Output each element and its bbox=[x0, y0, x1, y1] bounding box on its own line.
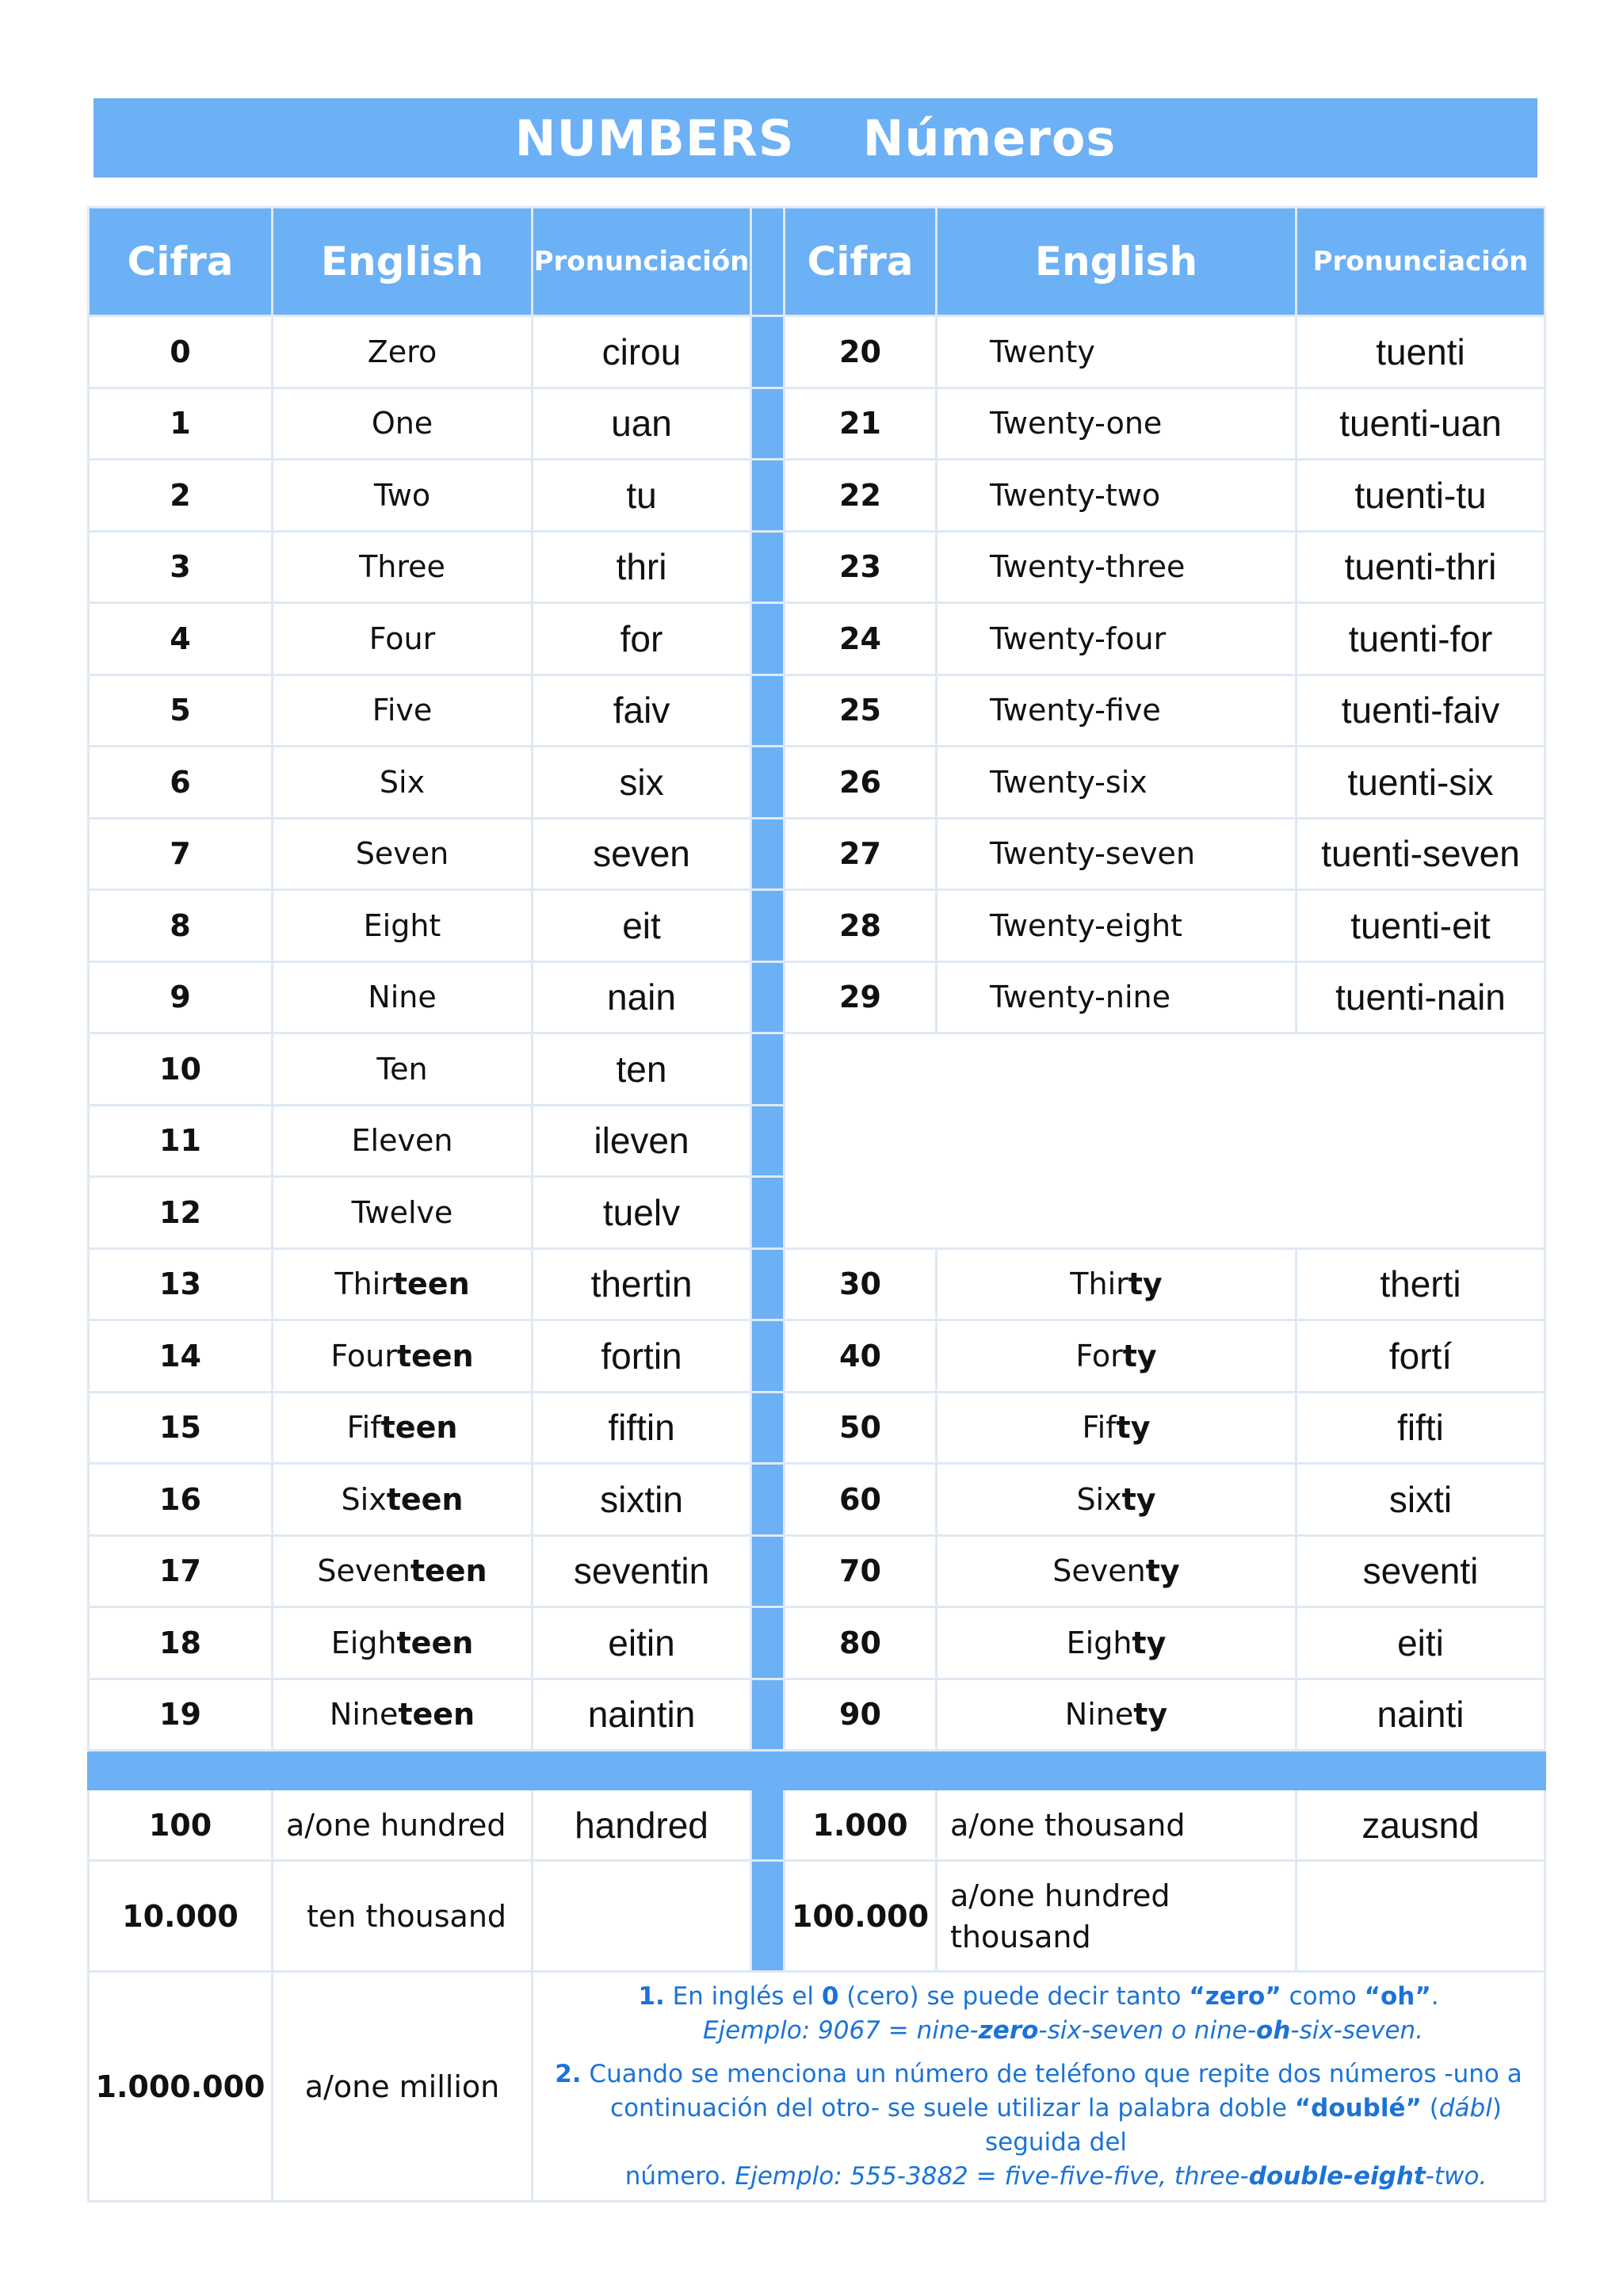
table-row bbox=[89, 1320, 1545, 1392]
pronunciation-cell: tuenti-tu bbox=[1296, 460, 1545, 532]
cifra-cell: 8 bbox=[89, 890, 273, 962]
column-gap bbox=[751, 1033, 785, 1106]
pronunciation-cell: fortin bbox=[533, 1320, 751, 1392]
english-cell bbox=[273, 961, 533, 1033]
english-cell bbox=[273, 460, 533, 532]
column-gap bbox=[751, 1790, 785, 1861]
pronunciation-cell: ileven bbox=[533, 1105, 751, 1177]
pronunciation-cell: uan bbox=[533, 388, 751, 460]
header-pronunciacion: Pronunciación bbox=[533, 208, 751, 316]
table-row bbox=[89, 1464, 1545, 1536]
english-word: Twenty-eight bbox=[990, 907, 1182, 943]
english-word: Twenty-nine bbox=[990, 980, 1170, 1015]
english-word: Nine bbox=[1064, 1697, 1134, 1733]
cifra-cell: 3 bbox=[89, 531, 273, 603]
table-row bbox=[89, 1861, 1545, 1972]
pronunciation-cell: tuenti-eit bbox=[1296, 890, 1545, 962]
pronunciation-cell: seven bbox=[533, 818, 751, 890]
table-row bbox=[89, 460, 1545, 532]
header-cifra: Cifra bbox=[785, 208, 937, 316]
column-gap bbox=[751, 531, 785, 603]
pronunciation-cell: six bbox=[533, 747, 751, 819]
title-spanish: Números bbox=[862, 109, 1117, 167]
english-cell: ten thousand bbox=[273, 1861, 533, 1972]
column-gap bbox=[751, 674, 785, 747]
note-text: -six-seven o nine- bbox=[1038, 2015, 1257, 2045]
column-gap bbox=[751, 961, 785, 1033]
column-gap bbox=[751, 388, 785, 460]
title-english: NUMBERS bbox=[514, 109, 795, 167]
english-suffix: teen bbox=[410, 1553, 487, 1589]
pronunciation-cell: handred bbox=[533, 1790, 751, 1861]
column-gap bbox=[751, 1177, 785, 1249]
english-suffix: ty bbox=[1132, 1625, 1167, 1660]
english-suffix: teen bbox=[398, 1697, 475, 1733]
english-word: Twenty bbox=[990, 334, 1095, 369]
pronunciation-cell: sixti bbox=[1296, 1464, 1545, 1536]
note-text: número. bbox=[624, 2161, 735, 2191]
note-spacer bbox=[533, 2048, 1544, 2057]
english-word: Twenty-three bbox=[990, 549, 1186, 585]
pronunciation-cell: tuenti-faiv bbox=[1296, 674, 1545, 747]
table-row bbox=[89, 1972, 1545, 2202]
note-text: . bbox=[1430, 1981, 1439, 2011]
english-cell bbox=[937, 388, 1296, 460]
english-suffix: ty bbox=[1121, 1481, 1156, 1517]
english-suffix: teen bbox=[392, 1266, 470, 1302]
column-gap bbox=[751, 747, 785, 819]
note-line bbox=[533, 2092, 1544, 2160]
english-cell bbox=[273, 1679, 533, 1751]
english-word: Six bbox=[379, 764, 426, 800]
english-cell bbox=[937, 674, 1296, 747]
note-text: “oh” bbox=[1364, 1981, 1431, 2011]
english-cell bbox=[937, 890, 1296, 962]
english-cell bbox=[273, 316, 533, 388]
table-row bbox=[89, 1535, 1545, 1607]
note-text: -six-seven. bbox=[1290, 2015, 1424, 2045]
note-text: “doublé” bbox=[1294, 2093, 1422, 2122]
column-gap bbox=[751, 890, 785, 962]
cifra-cell: 60 bbox=[785, 1464, 937, 1536]
pronunciation-cell: therti bbox=[1296, 1248, 1545, 1320]
note-text: En inglés el bbox=[664, 1981, 822, 2011]
english-cell bbox=[937, 1320, 1296, 1392]
cifra-cell: 1 bbox=[89, 388, 273, 460]
english-word: Twenty-one bbox=[990, 406, 1163, 441]
english-word: Nine bbox=[368, 980, 437, 1015]
pronunciation-cell: thertin bbox=[533, 1248, 751, 1320]
cifra-cell: 0 bbox=[89, 316, 273, 388]
english-word: Twenty-four bbox=[990, 621, 1167, 656]
cifra-cell: 16 bbox=[89, 1464, 273, 1536]
english-word: Two bbox=[373, 477, 431, 513]
english-word: Twelve bbox=[351, 1194, 453, 1230]
header-cifra: Cifra bbox=[89, 208, 273, 316]
english-suffix: ty bbox=[1128, 1266, 1163, 1302]
english-cell bbox=[273, 1248, 533, 1320]
note-text: continuación del otro- se suele utilizar la palabra doble bbox=[610, 2093, 1295, 2122]
english-word: Eigh bbox=[330, 1625, 397, 1660]
pronunciation-cell: tuenti-uan bbox=[1296, 388, 1545, 460]
pronunciation-cell bbox=[1296, 1861, 1545, 1972]
table-row bbox=[89, 674, 1545, 747]
cifra-cell: 25 bbox=[785, 674, 937, 747]
note-text: Ejemplo: 555-3882 = five-five-five, three- bbox=[735, 2161, 1249, 2191]
english-word: Twenty-five bbox=[990, 693, 1161, 728]
pronunciation-cell: ten bbox=[533, 1033, 751, 1106]
english-word: Six bbox=[1076, 1481, 1122, 1517]
english-cell bbox=[937, 747, 1296, 819]
pronunciation-cell: eit bbox=[533, 890, 751, 962]
english-cell bbox=[937, 1861, 1296, 1972]
column-gap bbox=[751, 1392, 785, 1464]
pronunciation-cell: fifti bbox=[1296, 1392, 1545, 1464]
english-suffix: teen bbox=[386, 1481, 464, 1517]
note-line bbox=[533, 1980, 1544, 2014]
english-cell bbox=[273, 1464, 533, 1536]
column-gap bbox=[751, 1105, 785, 1177]
table-row bbox=[89, 531, 1545, 603]
english-cell bbox=[937, 316, 1296, 388]
column-gap bbox=[751, 1679, 785, 1751]
separator-bar bbox=[89, 1751, 1545, 1790]
english-word: One bbox=[371, 406, 433, 441]
pronunciation-cell: tuelv bbox=[533, 1177, 751, 1249]
note-text: oh bbox=[1256, 2015, 1291, 2045]
english-word: Five bbox=[372, 693, 433, 728]
cifra-cell: 1.000.000 bbox=[89, 1972, 273, 2202]
pronunciation-cell: tuenti-nain bbox=[1296, 961, 1545, 1033]
cifra-cell: 100.000 bbox=[785, 1861, 937, 1972]
cifra-cell: 4 bbox=[89, 603, 273, 675]
table-row bbox=[89, 1790, 1545, 1861]
cifra-cell: 29 bbox=[785, 961, 937, 1033]
table-row bbox=[89, 388, 1545, 460]
english-word: Six bbox=[341, 1481, 387, 1517]
english-cell bbox=[937, 1535, 1296, 1607]
english-cell: a/one thousand bbox=[937, 1790, 1296, 1861]
note-text: (cero) se puede decir tanto bbox=[838, 1981, 1190, 2011]
english-word: Four bbox=[369, 621, 436, 656]
english-cell bbox=[937, 1464, 1296, 1536]
english-cell: a/one million bbox=[273, 1972, 533, 2202]
english-word: Eigh bbox=[1066, 1625, 1132, 1660]
english-word: Seven bbox=[1052, 1553, 1146, 1589]
pronunciation-cell: tuenti-thri bbox=[1296, 531, 1545, 603]
pronunciation-cell: tu bbox=[533, 460, 751, 532]
cifra-cell: 18 bbox=[89, 1607, 273, 1679]
header-row bbox=[89, 208, 1545, 316]
cifra-cell: 24 bbox=[785, 603, 937, 675]
cifra-cell: 17 bbox=[89, 1535, 273, 1607]
cifra-cell: 20 bbox=[785, 316, 937, 388]
pronunciation-cell: eitin bbox=[533, 1607, 751, 1679]
english-word: Twenty-seven bbox=[990, 836, 1196, 872]
cifra-cell: 100 bbox=[89, 1790, 273, 1861]
column-gap bbox=[751, 818, 785, 890]
note-text: dábl bbox=[1438, 2093, 1492, 2122]
pronunciation-cell: faiv bbox=[533, 674, 751, 747]
english-word: Nine bbox=[329, 1697, 399, 1733]
cifra-cell: 30 bbox=[785, 1248, 937, 1320]
english-word: Three bbox=[359, 549, 445, 585]
english-word: Eight bbox=[363, 907, 441, 943]
cifra-cell: 11 bbox=[89, 1105, 273, 1177]
pronunciation-cell: thri bbox=[533, 531, 751, 603]
english-cell bbox=[273, 674, 533, 747]
empty-cell bbox=[785, 1033, 1545, 1249]
english-suffix: ty bbox=[1116, 1410, 1151, 1446]
cifra-cell: 10 bbox=[89, 1033, 273, 1106]
table-row bbox=[89, 316, 1545, 388]
english-cell bbox=[937, 603, 1296, 675]
cifra-cell: 9 bbox=[89, 961, 273, 1033]
header-english: English bbox=[937, 208, 1296, 316]
english-cell bbox=[273, 531, 533, 603]
pronunciation-cell: nainti bbox=[1296, 1679, 1545, 1751]
pronunciation-cell: cirou bbox=[533, 316, 751, 388]
header-english: English bbox=[273, 208, 533, 316]
note-text: -two. bbox=[1425, 2161, 1487, 2191]
table-row bbox=[89, 603, 1545, 675]
cifra-cell: 50 bbox=[785, 1392, 937, 1464]
column-gap bbox=[751, 1248, 785, 1320]
cifra-cell: 21 bbox=[785, 388, 937, 460]
english-cell bbox=[273, 1535, 533, 1607]
table-row bbox=[89, 890, 1545, 962]
table-row bbox=[89, 1607, 1545, 1679]
column-gap bbox=[751, 1861, 785, 1972]
pronunciation-cell: tuenti-six bbox=[1296, 747, 1545, 819]
cifra-cell: 15 bbox=[89, 1392, 273, 1464]
cifra-cell: 70 bbox=[785, 1535, 937, 1607]
cifra-cell: 5 bbox=[89, 674, 273, 747]
column-gap bbox=[751, 1607, 785, 1679]
cifra-cell: 13 bbox=[89, 1248, 273, 1320]
note-text: 1. bbox=[638, 1981, 665, 2011]
pronunciation-cell: tuenti-seven bbox=[1296, 818, 1545, 890]
cifra-cell: 27 bbox=[785, 818, 937, 890]
pronunciation-cell bbox=[533, 1861, 751, 1972]
english-cell bbox=[273, 1033, 533, 1106]
english-cell bbox=[273, 890, 533, 962]
notes-cell bbox=[533, 1972, 1545, 2202]
pronunciation-cell: naintin bbox=[533, 1679, 751, 1751]
cifra-cell: 28 bbox=[785, 890, 937, 962]
column-gap bbox=[751, 1320, 785, 1392]
column-gap bbox=[751, 460, 785, 532]
cifra-cell: 22 bbox=[785, 460, 937, 532]
english-cell bbox=[273, 1607, 533, 1679]
table-row bbox=[89, 1679, 1545, 1751]
pronunciation-cell: sixtin bbox=[533, 1464, 751, 1536]
english-cell bbox=[273, 1177, 533, 1249]
note-text: como bbox=[1281, 1981, 1365, 2011]
pronunciation-cell: eiti bbox=[1296, 1607, 1545, 1679]
column-gap bbox=[751, 1535, 785, 1607]
english-cell bbox=[937, 961, 1296, 1033]
english-word: For bbox=[1075, 1338, 1123, 1373]
table-row bbox=[89, 1033, 1545, 1106]
english-word: Eleven bbox=[351, 1123, 453, 1159]
pronunciation-cell: seventi bbox=[1296, 1535, 1545, 1607]
pronunciation-cell: fiftin bbox=[533, 1392, 751, 1464]
table-row bbox=[89, 1248, 1545, 1320]
english-word: Seven bbox=[355, 836, 449, 872]
pronunciation-cell: nain bbox=[533, 961, 751, 1033]
english-word: Thir bbox=[1070, 1266, 1128, 1302]
note-text: Ejemplo: 9067 = nine- bbox=[702, 2015, 979, 2045]
pronunciation-cell: tuenti-for bbox=[1296, 603, 1545, 675]
section-separator bbox=[89, 1751, 1545, 1790]
pronunciation-cell: zausnd bbox=[1296, 1790, 1545, 1861]
english-cell bbox=[937, 1248, 1296, 1320]
cifra-cell: 40 bbox=[785, 1320, 937, 1392]
english-suffix: teen bbox=[380, 1410, 458, 1446]
english-cell bbox=[937, 460, 1296, 532]
note-text: Cuando se menciona un número de teléfono que repite dos números -uno a bbox=[581, 2059, 1522, 2088]
english-word: Fif bbox=[346, 1410, 381, 1446]
english-word: Fif bbox=[1082, 1410, 1117, 1446]
english-line: a/one hundred bbox=[950, 1878, 1170, 1913]
english-suffix: teen bbox=[396, 1625, 474, 1660]
english-word: Ten bbox=[376, 1051, 428, 1087]
note-line bbox=[533, 2160, 1544, 2194]
english-cell bbox=[937, 1392, 1296, 1464]
english-word: Seven bbox=[317, 1553, 411, 1589]
english-word: Four bbox=[330, 1338, 397, 1373]
table-row bbox=[89, 747, 1545, 819]
note-text: ) seguida del bbox=[984, 2093, 1502, 2157]
table-row bbox=[89, 818, 1545, 890]
pronunciation-cell: seventin bbox=[533, 1535, 751, 1607]
column-gap bbox=[751, 603, 785, 675]
note-text: ( bbox=[1421, 2093, 1439, 2122]
english-word: Zero bbox=[367, 334, 437, 369]
cifra-cell: 6 bbox=[89, 747, 273, 819]
cifra-cell: 80 bbox=[785, 1607, 937, 1679]
english-cell bbox=[273, 1392, 533, 1464]
english-cell bbox=[273, 1105, 533, 1177]
numbers-table bbox=[87, 206, 1546, 2202]
note-text: double-eight bbox=[1248, 2161, 1426, 2191]
english-suffix: ty bbox=[1133, 1697, 1168, 1733]
header-pronunciacion: Pronunciación bbox=[1296, 208, 1545, 316]
cifra-cell: 7 bbox=[89, 818, 273, 890]
note-line bbox=[533, 2057, 1544, 2092]
english-cell bbox=[273, 747, 533, 819]
pronunciation-cell: fortí bbox=[1296, 1320, 1545, 1392]
cifra-cell: 10.000 bbox=[89, 1861, 273, 1972]
english-line: thousand bbox=[950, 1919, 1091, 1954]
note-text: “zero” bbox=[1189, 1981, 1281, 2011]
english-cell bbox=[937, 1607, 1296, 1679]
english-word: Twenty-six bbox=[990, 764, 1148, 800]
table-row bbox=[89, 961, 1545, 1033]
cifra-cell: 23 bbox=[785, 531, 937, 603]
english-suffix: ty bbox=[1145, 1553, 1180, 1589]
cifra-cell: 19 bbox=[89, 1679, 273, 1751]
cifra-cell: 12 bbox=[89, 1177, 273, 1249]
cifra-cell: 1.000 bbox=[785, 1790, 937, 1861]
english-cell bbox=[273, 1320, 533, 1392]
column-gap bbox=[751, 1464, 785, 1536]
column-gap bbox=[751, 208, 785, 316]
cifra-cell: 26 bbox=[785, 747, 937, 819]
note-text: 0 bbox=[821, 1981, 839, 2011]
english-cell bbox=[273, 603, 533, 675]
english-cell bbox=[937, 1679, 1296, 1751]
english-cell bbox=[273, 818, 533, 890]
cifra-cell: 14 bbox=[89, 1320, 273, 1392]
english-cell bbox=[937, 818, 1296, 890]
note-text: zero bbox=[978, 2015, 1039, 2045]
english-cell bbox=[273, 388, 533, 460]
english-suffix: ty bbox=[1122, 1338, 1157, 1373]
cifra-cell: 2 bbox=[89, 460, 273, 532]
page-title bbox=[94, 98, 1537, 178]
english-word: Thir bbox=[334, 1266, 393, 1302]
english-suffix: teen bbox=[396, 1338, 474, 1373]
pronunciation-cell: for bbox=[533, 603, 751, 675]
column-gap bbox=[751, 316, 785, 388]
cifra-cell: 90 bbox=[785, 1679, 937, 1751]
pronunciation-cell: tuenti bbox=[1296, 316, 1545, 388]
english-word: Twenty-two bbox=[990, 477, 1161, 513]
note-text: 2. bbox=[555, 2059, 582, 2088]
note-line bbox=[533, 2014, 1544, 2048]
english-cell bbox=[937, 531, 1296, 603]
english-cell: a/one hundred bbox=[273, 1790, 533, 1861]
table-row bbox=[89, 1392, 1545, 1464]
